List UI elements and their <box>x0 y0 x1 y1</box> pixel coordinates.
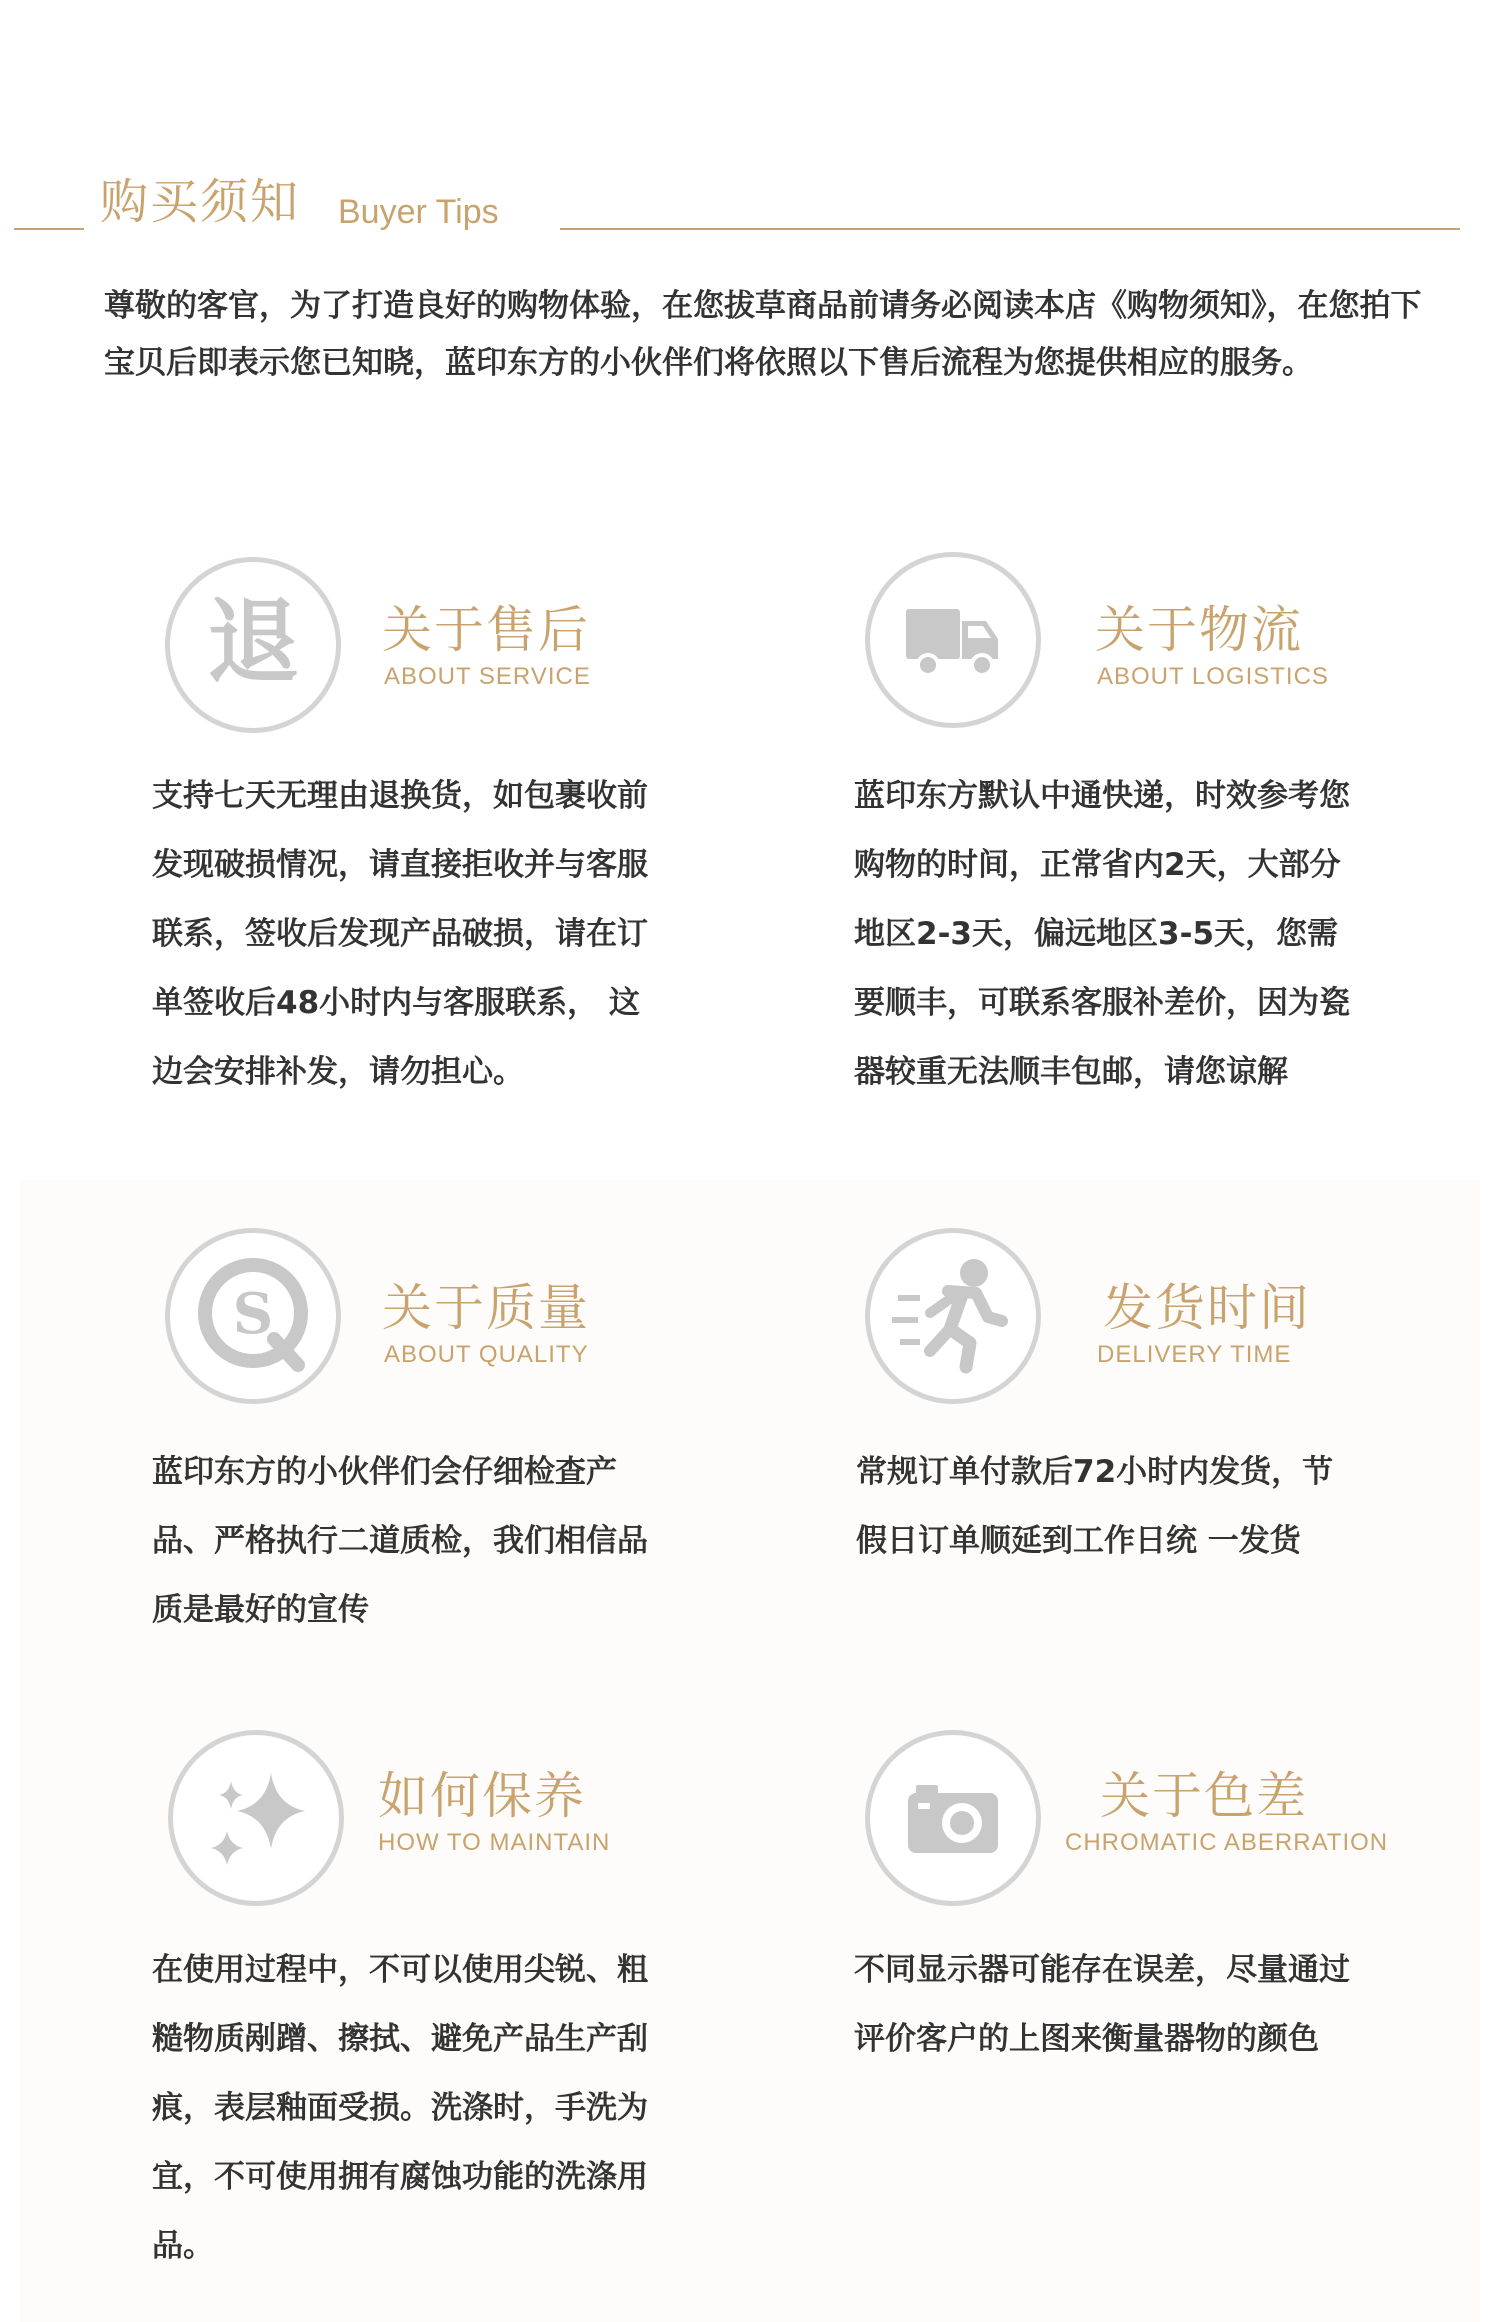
header-title-cn: 购买须知 <box>100 174 301 230</box>
section-body: 支持七天无理由退换货，如包裹收前发现破损情况，请直接拒收并与客服联系，签收后发现产品破损，请在订单签收后48小时内与客服联系， 这边会安排补发，请勿担心。 <box>152 778 648 1090</box>
section-subtitle: CHROMATIC ABERRATION <box>1065 1829 1389 1856</box>
section-subtitle: HOW TO MAINTAIN <box>378 1829 611 1856</box>
section-body: 在使用过程中，不可以使用尖锐、粗糙物质剐蹭、擦拭、避免产品生产刮痕，表层釉面受损。洗涤时，手洗为宜，不可使用拥有腐蚀功能的洗涤用品。 <box>152 1952 648 2264</box>
section-subtitle: ABOUT LOGISTICS <box>1097 663 1329 690</box>
section-title: 关于质量 <box>382 1279 590 1337</box>
sparkle-icon <box>168 1730 344 1906</box>
section-subtitle: DELIVERY TIME <box>1097 1341 1292 1368</box>
svg-text:S: S <box>232 1281 274 1347</box>
section-title: 如何保养 <box>378 1767 586 1825</box>
running-man-icon <box>865 1228 1041 1404</box>
camera-icon <box>865 1730 1041 1906</box>
section-body: 不同显示器可能存在误差，尽量通过评价客户的上图来衡量器物的颜色 <box>854 1952 1350 2057</box>
header-divider-right <box>560 228 1460 230</box>
quality-sq-icon <box>165 1228 341 1404</box>
return-icon <box>165 557 341 733</box>
section-body: 蓝印东方默认中通快递，时效参考您购物的时间，正常省内2天，大部分地区2-3天，偏远地区3-5天，您需要顺丰，可联系客服补差价，因为瓷器较重无法顺丰包邮，请您谅解 <box>854 778 1350 1090</box>
buyer-tips-header <box>0 0 1500 300</box>
header-title-en: Buyer Tips <box>338 193 499 231</box>
section-body: 常规订单付款后72小时内发货，节假日订单顺延到工作日统 一发货 <box>856 1454 1334 1559</box>
section-title: 发货时间 <box>1103 1279 1311 1337</box>
section-body: 蓝印东方的小伙伴们会仔细检查产品、严格执行二道质检，我们相信品质是最好的宣传 <box>152 1454 648 1628</box>
header-divider-left <box>14 228 84 230</box>
section-title: 关于物流 <box>1095 601 1303 659</box>
svg-text:退: 退 <box>206 589 300 696</box>
section-subtitle: ABOUT QUALITY <box>384 1341 589 1368</box>
intro-paragraph: 尊敬的客官，为了打造良好的购物体验，在您拔草商品前请务必阅读本店《购物须知》，在您拍下宝贝后即表示您已知晓，蓝印东方的小伙伴们将依照以下售后流程为您提供相应的服务。 <box>104 288 1422 381</box>
section-title: 关于色差 <box>1100 1767 1308 1825</box>
section-subtitle: ABOUT SERVICE <box>384 663 591 690</box>
truck-icon <box>865 552 1041 728</box>
section-title: 关于售后 <box>382 601 590 659</box>
